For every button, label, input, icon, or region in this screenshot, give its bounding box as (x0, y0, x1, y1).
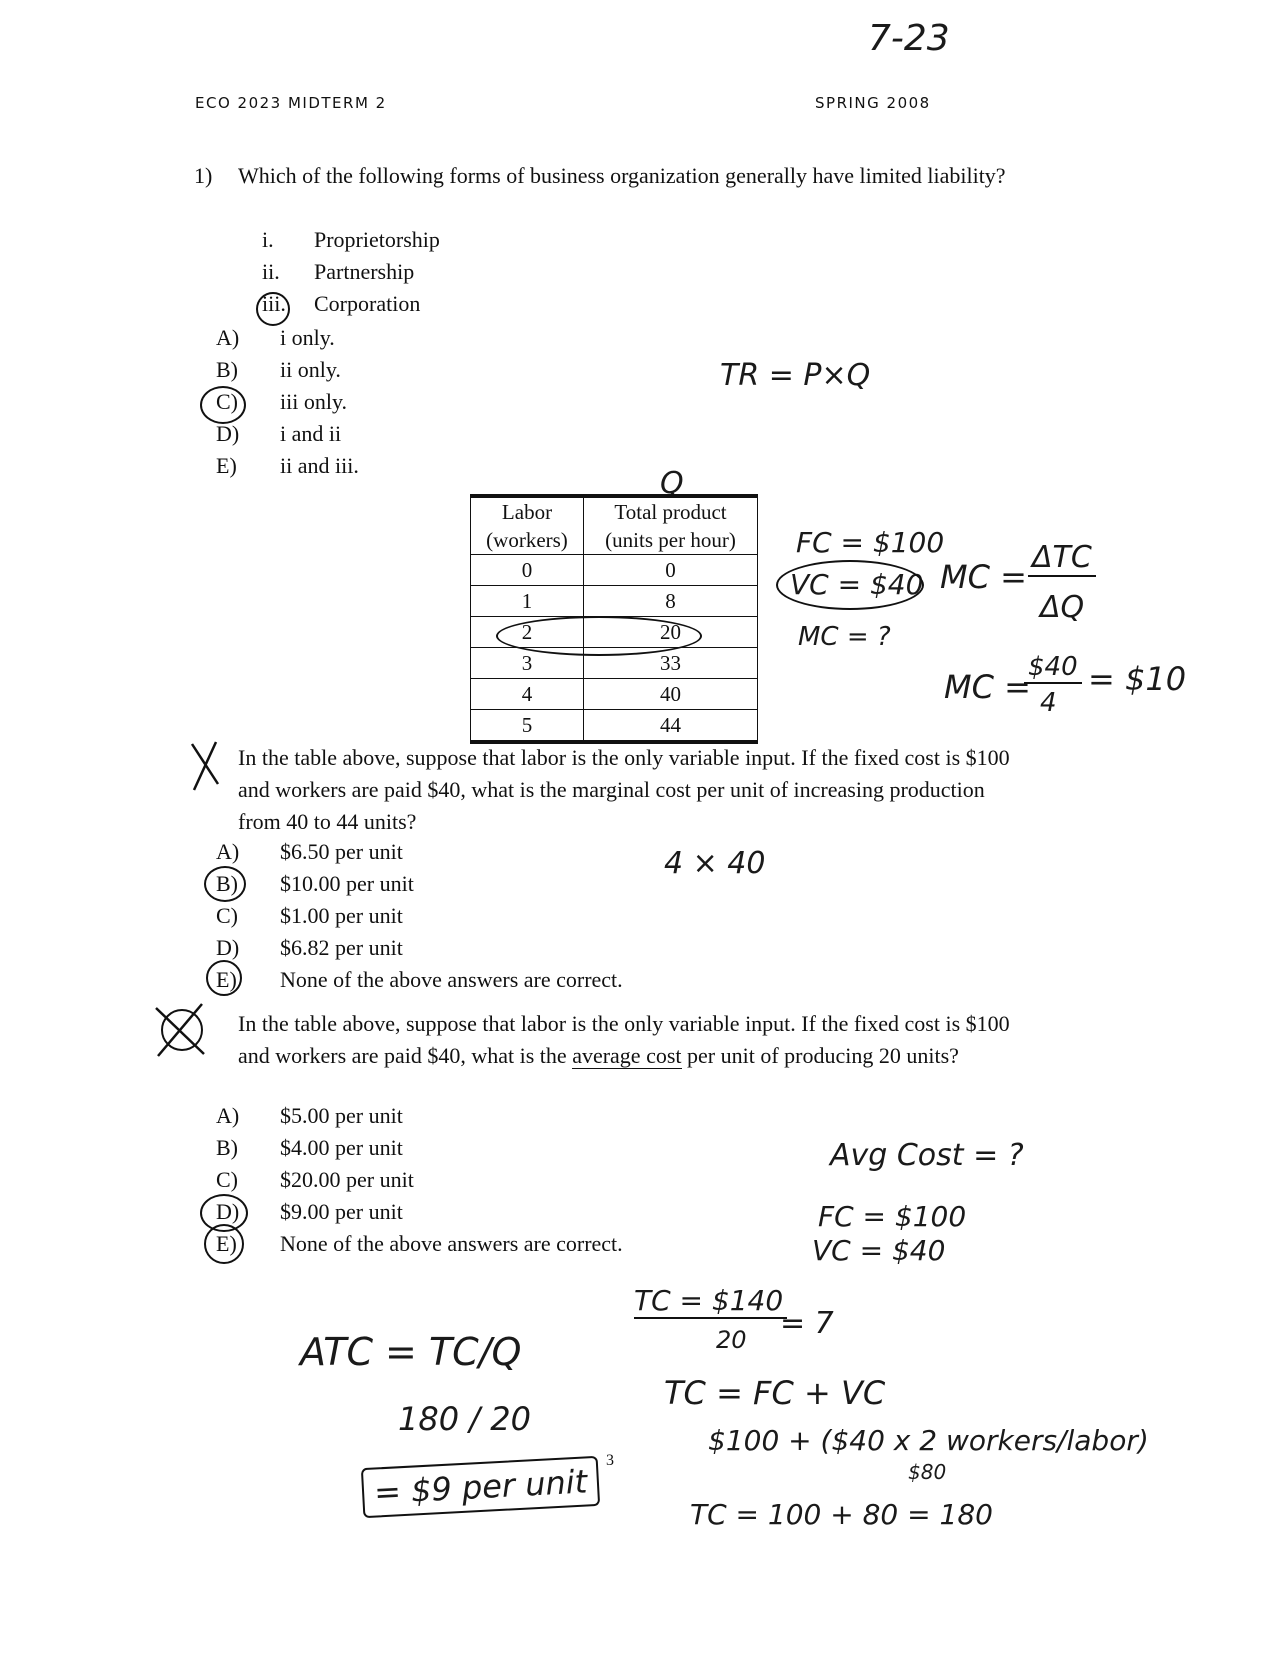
option-text: $20.00 per unit (280, 1167, 414, 1192)
option-text: ii only. (280, 357, 341, 382)
answer-option[interactable] (216, 418, 359, 450)
question-1-text: Which of the following forms of business organization generally have limited liability? (238, 163, 1006, 188)
mc-calc-numerator: $40 (1024, 652, 1082, 684)
option-text: $6.50 per unit (280, 839, 403, 864)
question-1-number: 1) (194, 163, 213, 188)
table-row: 0 0 (471, 555, 758, 586)
tc-expand-note: $100 + ($40 x 2 workers/labor) (708, 1424, 1149, 1457)
option-text: i only. (280, 325, 335, 350)
answer-b-circle-mark (204, 866, 246, 902)
option-text: iii only. (280, 389, 348, 414)
option-text: $6.82 per unit (280, 935, 403, 960)
answer-option[interactable] (216, 932, 623, 964)
mc-calc-left: MC = (944, 668, 1031, 706)
tc-equation-note: TC = FC + VC (664, 1374, 886, 1412)
vc-note-2: VC = $40 (812, 1234, 946, 1267)
question-3-text-emph: average cost (572, 1043, 682, 1068)
answer-option[interactable] (216, 1196, 623, 1228)
mc-calc-denominator: 4 (1040, 688, 1057, 718)
vc-note: VC = $40 (790, 568, 924, 601)
option-text: None of the above answers are correct. (280, 967, 623, 992)
option-letter: A) (216, 839, 240, 864)
answer-c-circle-mark (200, 386, 246, 424)
option-text: $9.00 per unit (280, 1199, 403, 1224)
tr-formula-note: TR = P×Q (720, 358, 871, 393)
list-item (262, 256, 440, 288)
question-3-text (238, 1008, 1028, 1072)
option-letter: E) (216, 967, 237, 992)
question-2-cross-mark (188, 738, 224, 794)
answer-e-circle-mark-q3 (204, 1224, 244, 1264)
mc-formula-denominator: ΔQ (1040, 590, 1085, 625)
option-letter: C) (216, 903, 238, 928)
question-2-options (216, 836, 623, 996)
table-row: 3 33 (471, 648, 758, 679)
tc-result-note: = 7 (780, 1306, 834, 1341)
option-text: $5.00 per unit (280, 1103, 403, 1128)
option-text: $1.00 per unit (280, 903, 403, 928)
option-letter: A) (216, 1103, 240, 1128)
option-text: $4.00 per unit (280, 1135, 403, 1160)
answer-option[interactable] (216, 1164, 623, 1196)
option-letter: B) (216, 1135, 238, 1160)
option-text: i and ii (280, 421, 342, 446)
exam-term: SPRING 2008 (815, 94, 931, 112)
answer-option[interactable] (216, 868, 623, 900)
item-number: i. (262, 227, 274, 252)
option-letter: B) (216, 871, 238, 896)
item-text: Proprietorship (314, 227, 440, 252)
answer-option[interactable] (216, 1100, 623, 1132)
question-3-text-after: per unit of producing 20 units? (687, 1043, 959, 1068)
option-letter: D) (216, 421, 240, 446)
option-text: ii and iii. (280, 453, 359, 478)
table-row: 1 8 (471, 586, 758, 617)
option-letter: E) (216, 1231, 237, 1256)
eighty-note: $80 (908, 1460, 947, 1484)
question-2-text: In the table above, suppose that labor is the only variable input. If the fixed cost is $100 and workers are paid $40, what is the marginal cost per unit of increasing production from 40 to 44 units? (238, 745, 1010, 834)
answer-option[interactable] (216, 322, 359, 354)
answer-option[interactable] (216, 354, 359, 386)
question-3-text-before: In the table above, suppose that labor is the only variable input. If the fixed cost is $100 and workers are paid $40, what is the (238, 1011, 1010, 1068)
table-row: 4 40 (471, 679, 758, 710)
column-header-labor: Labor (workers) (471, 496, 584, 555)
option-letter: D) (216, 935, 240, 960)
avg-cost-note: Avg Cost = ? (830, 1138, 1024, 1173)
answer-option[interactable] (216, 1228, 623, 1260)
item-text: Corporation (314, 291, 421, 316)
item-text: Partnership (314, 259, 415, 284)
answer-option[interactable] (216, 964, 623, 996)
table-row: 2 20 (471, 617, 758, 648)
table-row: 5 44 (471, 710, 758, 743)
question-3-options (216, 1100, 623, 1260)
option-text: None of the above answers are correct. (280, 1231, 623, 1256)
option-text: $10.00 per unit (280, 871, 414, 896)
four-times-forty-note: 4 × 40 (664, 846, 766, 881)
answer-option[interactable] (216, 836, 623, 868)
fc-note: FC = $100 (796, 526, 945, 559)
answer-option[interactable] (216, 1132, 623, 1164)
option-letter: D) (216, 1199, 240, 1224)
column-header-total-product: Total product (units per hour) (584, 496, 758, 555)
item-iii-circle-mark (256, 292, 290, 326)
mc-formula-numerator: ΔTC (1028, 540, 1096, 577)
item-number: ii. (262, 259, 280, 284)
option-letter: B) (216, 357, 238, 382)
mc-calc-result: = $10 (1088, 660, 1187, 698)
vc-circle-mark (776, 560, 924, 610)
course-title: ECO 2023 MIDTERM 2 (195, 94, 387, 112)
option-letter: E) (216, 453, 237, 478)
table-header-row (471, 496, 758, 555)
answer-option[interactable] (216, 450, 359, 482)
fc-note-2: FC = $100 (818, 1200, 967, 1233)
tc-total-note: TC = 100 + 80 = 180 (690, 1498, 993, 1531)
mc-formula-left: MC = (940, 558, 1027, 596)
option-letter: C) (216, 1167, 238, 1192)
tc-denominator-note: 20 (716, 1326, 747, 1354)
option-letter: C) (216, 389, 238, 414)
page-number: 3 (606, 1452, 614, 1469)
question-3-cross-mark (150, 1000, 212, 1062)
answer-option[interactable] (216, 900, 623, 932)
row-2-circle-mark (496, 616, 702, 656)
page-corner-note: 7-23 (868, 18, 950, 59)
atc-calc-note: 180 / 20 (398, 1400, 531, 1438)
tc-top-note: TC = $140 (634, 1284, 787, 1319)
q-label-note: Q (660, 466, 684, 501)
atc-formula-note: ATC = TC/Q (300, 1330, 522, 1374)
mc-question-note: MC = ? (798, 622, 891, 652)
list-item (262, 224, 440, 256)
item-number: iii. (262, 291, 286, 316)
atc-result-note: = $9 per unit (361, 1456, 600, 1518)
answer-e-circle-mark (206, 960, 242, 996)
option-letter: A) (216, 325, 240, 350)
